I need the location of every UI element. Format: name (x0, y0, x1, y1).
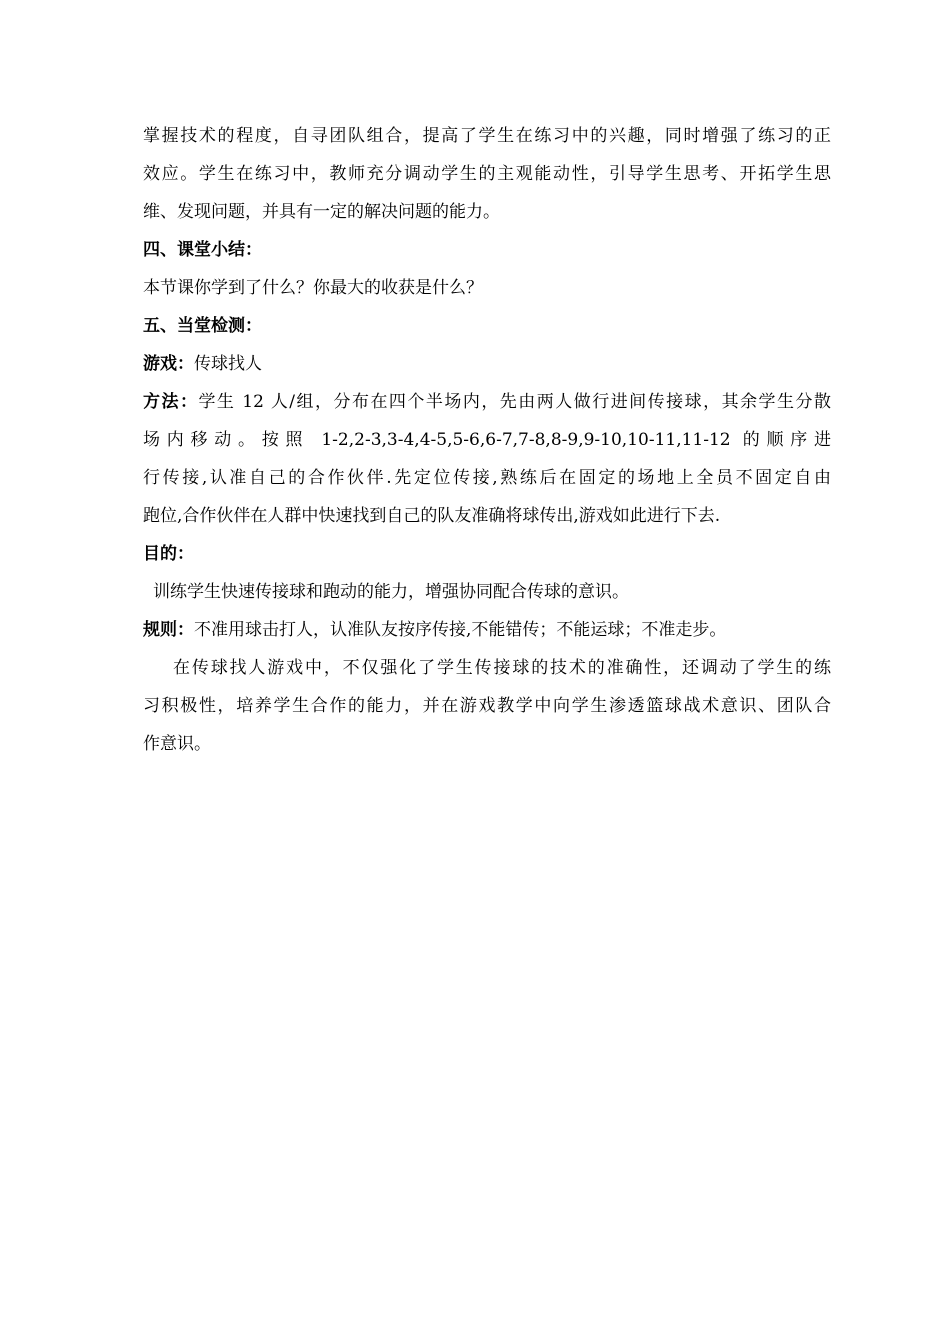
method-row (143, 383, 831, 421)
method-line: 跑位,合作伙伴在人群中快速找到自己的队友准确将球传出,游戏如此进行下去. (143, 506, 721, 526)
game-label: 游戏： (143, 354, 194, 374)
section-heading-check: 五、当堂检测： (143, 316, 262, 336)
purpose-text: 训练学生快速传接球和跑动的能力，增强协同配合传球的意识。 (153, 582, 629, 602)
section-heading-summary: 四、课堂小结： (143, 240, 262, 260)
method-line: 场内移动。按照 1-2,2-3,3-4,4-5,5-6,6-7,7-8,8-9,9-10,10-11,11-12 的顺序进 (143, 430, 831, 450)
summary-question: 本节课你学到了什么？你最大的收获是什么？ (143, 278, 483, 298)
rules-label: 规则： (143, 620, 194, 640)
paragraph-line: 效应。学生在练习中，教师充分调动学生的主观能动性，引导学生思考、开拓学生思 (143, 164, 831, 184)
rules-row (143, 611, 831, 649)
game-value: 传球找人 (194, 354, 262, 374)
summary-line: 习积极性，培养学生合作的能力，并在游戏教学中向学生渗透篮球战术意识、团队合 (143, 696, 831, 716)
game-row (143, 345, 831, 383)
paragraph-line: 掌握技术的程度，自寻团队组合，提高了学生在练习中的兴趣，同时增强了练习的正 (143, 126, 831, 146)
paragraph-line: 维、发现问题，并具有一定的解决问题的能力。 (143, 202, 500, 222)
purpose-label: 目的： (143, 544, 194, 564)
rules-text: 不准用球击打人，认准队友按序传接,不能错传；不能运球；不准走步。 (194, 620, 727, 640)
method-line: 学生 12 人/组，分布在四个半场内，先由两人做行进间传接球，其余学生分散 (198, 392, 831, 412)
summary-line: 作意识。 (143, 734, 211, 754)
document-page (143, 117, 831, 763)
method-label: 方法： (143, 392, 199, 412)
summary-line: 在传球找人游戏中，不仅强化了学生传接球的技术的准确性，还调动了学生的练 (173, 658, 831, 678)
method-line: 行传接,认准自己的合作伙伴.先定位传接,熟练后在固定的场地上全员不固定自由 (143, 468, 831, 488)
